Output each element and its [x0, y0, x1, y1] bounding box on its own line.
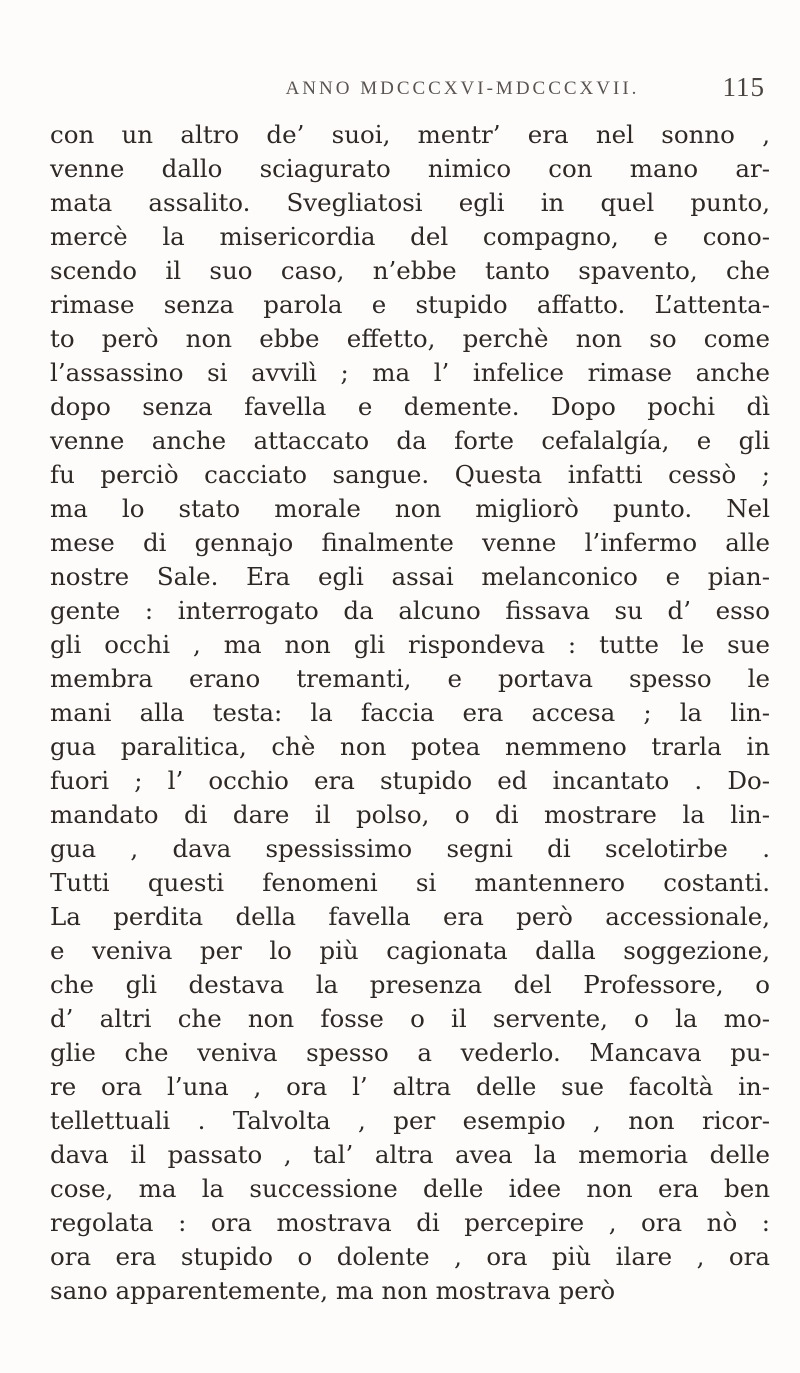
text-line: sano apparentemente, ma non mostrava però: [50, 1276, 616, 1305]
text-line: mese di gennajo finalmente venne l’infermo alle: [50, 528, 770, 557]
page-number: 115: [722, 72, 765, 102]
text-line: mandato di dare il polso, o di mostrare la lin-: [50, 800, 770, 829]
text-line: gli occhi , ma non gli rispondeva : tutte le sue: [50, 630, 770, 659]
text-line: cose, ma la successione delle idee non era ben: [50, 1174, 770, 1203]
text-line: mata assalito. Svegliatosi egli in quel punto,: [50, 188, 770, 217]
text-line: d’ altri che non fosse o il servente, o la mo-: [50, 1004, 770, 1033]
running-head: ANNO MDCCCXVI-MDCCCXVII.: [285, 78, 640, 99]
text-line: mani alla testa: la faccia era accesa ; la lin-: [50, 698, 770, 727]
text-line: fu perciò cacciato sangue. Questa infatti cessò ;: [50, 460, 770, 489]
text-line: rimase senza parola e stupido affatto. L’attenta-: [50, 290, 770, 319]
text-line: ma lo stato morale non migliorò punto. Nel: [50, 494, 770, 523]
text-line: re ora l’una , ora l’ altra delle sue facoltà in-: [50, 1072, 770, 1101]
text-line: regolata : ora mostrava di percepire , ora nò :: [50, 1208, 770, 1237]
text-line: Tutti questi fenomeni si mantennero costanti.: [50, 868, 770, 897]
text-line: scendo il suo caso, n’ebbe tanto spavento, che: [50, 256, 770, 285]
text-line: dopo senza favella e demente. Dopo pochi dì: [50, 392, 770, 421]
text-line: e veniva per lo più cagionata dalla soggezione,: [50, 936, 770, 965]
text-line: venne dallo sciagurato nimico con mano ar-: [50, 154, 770, 183]
text-line: venne anche attaccato da forte cefalalgía, e gli: [50, 426, 770, 455]
text-line: to però non ebbe effetto, perchè non so come: [50, 324, 770, 353]
text-line: gua paralitica, chè non potea nemmeno trarla in: [50, 732, 770, 761]
text-line: La perdita della favella era però accessionale,: [50, 902, 770, 931]
text-line: gente : interrogato da alcuno fissava su d’ esso: [50, 596, 770, 625]
text-line: gua , dava spessissimo segni di scelotirbe .: [50, 834, 770, 863]
text-line: membra erano tremanti, e portava spesso le: [50, 664, 770, 693]
text-line: fuori ; l’ occhio era stupido ed incantato . Do-: [50, 766, 770, 795]
text-line: con un altro de’ suoi, mentr’ era nel sonno ,: [50, 120, 770, 149]
text-line: mercè la misericordia del compagno, e cono-: [50, 222, 770, 251]
text-line: nostre Sale. Era egli assai melanconico e pian-: [50, 562, 770, 591]
text-line: che gli destava la presenza del Professore, o: [50, 970, 770, 999]
text-line: tellettuali . Talvolta , per esempio , non ricor-: [50, 1106, 770, 1135]
text-line: l’assassino si avvilì ; ma l’ infelice rimase anche: [50, 358, 770, 387]
text-line: ora era stupido o dolente , ora più ilare , ora: [50, 1242, 770, 1271]
text-line: glie che veniva spesso a vederlo. Mancava pu-: [50, 1038, 770, 1067]
text-line: dava il passato , tal’ altra avea la memoria delle: [50, 1140, 770, 1169]
body-text: [50, 118, 770, 1308]
page-header: [140, 72, 765, 110]
